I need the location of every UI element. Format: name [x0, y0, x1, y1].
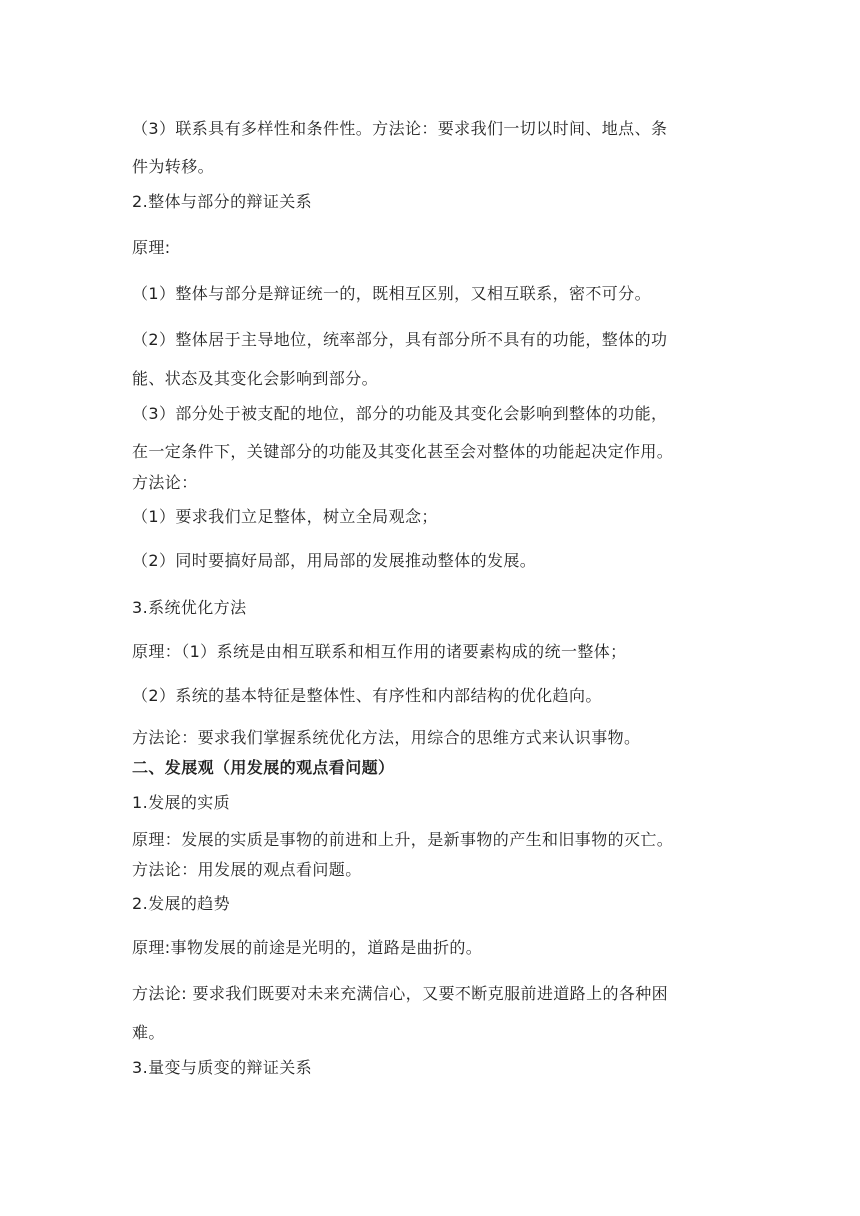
section-heading: 3.系统优化方法 [132, 598, 247, 617]
paragraph-line: 原理: [132, 238, 171, 257]
paragraph-line: （2）整体居于主导地位，统率部分，具有部分所不具有的功能，整体的功 [132, 330, 668, 349]
section-heading: 3.量变与质变的辩证关系 [132, 1058, 313, 1077]
paragraph-line: 在一定条件下，关键部分的功能及其变化甚至会对整体的功能起决定作用。 [132, 442, 674, 461]
paragraph-line: 方法论：要求我们掌握系统优化方法，用综合的思维方式来认识事物。 [132, 728, 641, 747]
paragraph-line: （3）联系具有多样性和条件性。方法论：要求我们一切以时间、地点、条 [132, 119, 668, 138]
paragraph-line: 原理：（1）系统是由相互联系和相互作用的诸要素构成的统一整体； [132, 642, 627, 661]
paragraph-line: 方法论： [132, 473, 198, 492]
paragraph-line: 件为转移。 [132, 157, 215, 176]
section-heading: 1.发展的实质 [132, 793, 231, 812]
paragraph-line: 方法论：用发展的观点看问题。 [132, 860, 362, 879]
paragraph-line: （1）要求我们立足整体，树立全局观念； [132, 507, 438, 526]
paragraph-line: （2）系统的基本特征是整体性、有序性和内部结构的优化趋向。 [132, 686, 602, 705]
paragraph-line: 能、状态及其变化会影响到部分。 [132, 369, 379, 388]
chapter-heading: 二、发展观（用发展的观点看问题） [132, 758, 395, 777]
paragraph-line: （2）同时要搞好局部，用局部的发展推动整体的发展。 [132, 551, 537, 570]
section-heading: 2.发展的趋势 [132, 894, 231, 913]
paragraph-line: 原理：发展的实质是事物的前进和上升，是新事物的产生和旧事物的灭亡。 [132, 830, 674, 849]
paragraph-line: 难。 [132, 1023, 165, 1042]
paragraph-line: 原理:事物发展的前途是光明的，道路是曲折的。 [132, 938, 483, 957]
paragraph-line: （1）整体与部分是辩证统一的，既相互区别，又相互联系，密不可分。 [132, 284, 651, 303]
section-heading: 2.整体与部分的辩证关系 [132, 192, 313, 211]
paragraph-line: 方法论: 要求我们既要对未来充满信心，又要不断克服前进道路上的各种困 [132, 984, 669, 1003]
paragraph-line: （3）部分处于被支配的地位，部分的功能及其变化会影响到整体的功能， [132, 404, 668, 423]
